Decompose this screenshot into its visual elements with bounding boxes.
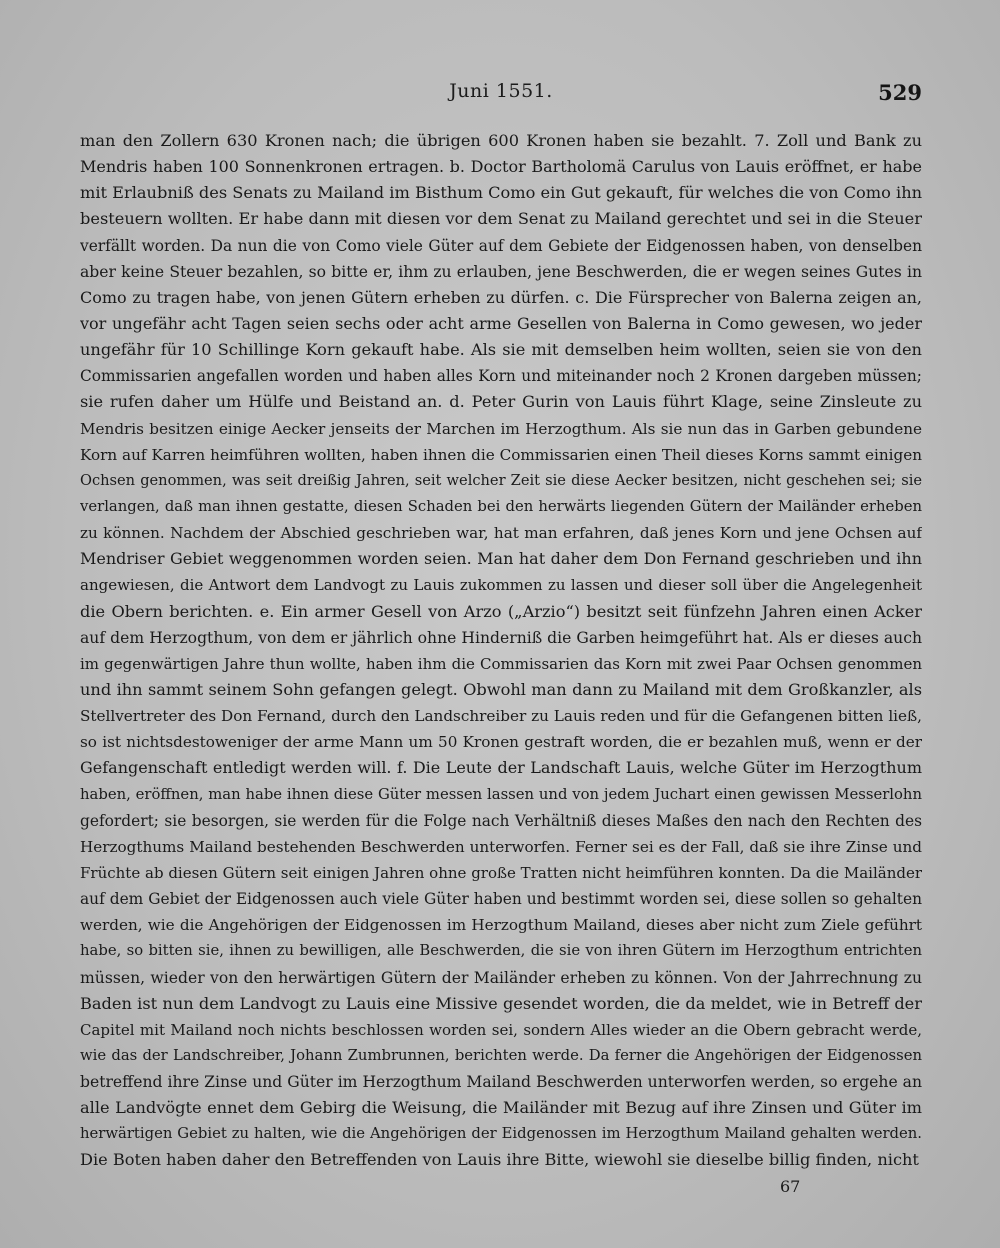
text-line: gefordert; sie besorgen, sie werden für die Folge nach Verhältniß dieses Maßes den nach den Rechten des [80, 811, 922, 830]
text-line: und ihn sammt seinem Sohn gefangen gelegt. Obwohl man dann zu Mailand mit dem Großkanzler, als [80, 679, 922, 699]
text-line: mit Erlaubniß des Senats zu Mailand im Bisthum Como ein Gut gekauft, für welches die von Como ihn [80, 183, 922, 203]
page-number: 529 [878, 80, 922, 105]
text-line: müssen, wieder von den herwärtigen Gütern der Mailänder erheben zu können. Von der Jahrrechnung zu [80, 968, 922, 987]
text-line: Mendriser Gebiet weggenommen worden seien. Man hat daher dem Don Fernand geschrieben und ihn [80, 549, 922, 569]
text-line: alle Landvögte ennet dem Gebirg die Weisung, die Mailänder mit Bezug auf ihre Zinsen und Güter im [80, 1098, 922, 1118]
text-line: Herzogthums Mailand bestehenden Beschwerden unterworfen. Ferner sei es der Fall, daß sie ihre Zinse und [80, 837, 922, 856]
text-line: betreffend ihre Zinse und Güter im Herzogthum Mailand Beschwerden unterworfen werden, so ergehe an [80, 1073, 922, 1092]
text-line: Mendris haben 100 Sonnenkronen ertragen. b. Doctor Bartholomä Carulus von Lauis eröffnet, er habe [80, 157, 922, 177]
text-line: herwärtigen Gebiet zu halten, wie die Angehörigen der Eidgenossen im Herzogthum Mailand gehalten werden. [80, 1125, 922, 1143]
text-line: Mendris besitzen einige Aecker jenseits der Marchen im Herzogthum. Als sie nun das in Garben gebundene [80, 419, 922, 438]
text-line: man den Zollern 630 Kronen nach; die übrigen 600 Kronen haben sie bezahlt. 7. Zoll und Bank zu [80, 131, 922, 150]
text-line: angewiesen, die Antwort dem Landvogt zu Lauis zukommen zu lassen und dieser soll über die Angelegenheit [80, 576, 922, 595]
text-line: verlangen, daß man ihnen gestatte, diesen Schaden bei den herwärts liegenden Gütern der Mailänder erheben [80, 497, 922, 515]
text-line: verfällt worden. Da nun die von Como viele Güter auf dem Gebiete der Eidgenossen haben, von denselben [80, 236, 922, 255]
text-line: Baden ist nun dem Landvogt zu Lauis eine Missive gesendet worden, die da meldet, wie in Betreff der [80, 993, 922, 1013]
text-line: auf dem Herzogthum, von dem er jährlich ohne Hinderniß die Garben heimgeführt hat. Als er dieses auch [80, 628, 922, 647]
text-line: Die Boten haben daher den Betreffenden von Lauis ihre Bitte, wiewohl sie dieselbe billig finden, nicht [80, 1150, 919, 1170]
text-line: habe, so bitten sie, ihnen zu bewilligen, alle Beschwerden, die sie von ihren Gütern im Herzogthum entrichten [80, 942, 922, 960]
signature-mark: 67 [780, 1177, 801, 1196]
text-line: vor ungefähr acht Tagen seien sechs oder acht arme Gesellen von Balerna in Como gewesen, wo jeder [80, 313, 922, 333]
text-line: wie das der Landschreiber, Johann Zumbrunnen, berichten werde. Da ferner die Angehörigen der Eidgenossen [80, 1046, 922, 1064]
text-line: aber keine Steuer bezahlen, so bitte er, ihm zu erlauben, jene Beschwerden, die er wegen seines Gutes in [80, 262, 922, 281]
text-line: Commissarien angefallen worden und haben alles Korn und miteinander noch 2 Kronen dargeben müssen; [80, 367, 922, 386]
text-line: ungefähr für 10 Schillinge Korn gekauft habe. Als sie mit demselben heim wollten, seien sie von den [80, 340, 922, 360]
text-line: Stellvertreter des Don Fernand, durch den Landschreiber zu Lauis reden und für die Gefangenen bitten ließ, [80, 707, 922, 726]
running-title: Juni 1551. [449, 80, 553, 102]
page-header [80, 80, 922, 120]
text-line: auf dem Gebiet der Eidgenossen auch viele Güter haben und bestimmt worden sei, diese sollen so gehalten [80, 890, 922, 909]
text-line: sie rufen daher um Hülfe und Beistand an. d. Peter Gurin von Lauis führt Klage, seine Zinsleute zu [80, 392, 922, 412]
text-line: Como zu tragen habe, von jenen Gütern erheben zu dürfen. c. Die Fürsprecher von Balerna zeigen an, [80, 287, 922, 307]
text-line: haben, eröffnen, man habe ihnen diese Güter messen lassen und von jedem Juchart einen gewissen Messerlohn [80, 785, 922, 803]
body-text [80, 128, 922, 1174]
text-line: Ochsen genommen, was seit dreißig Jahren, seit welcher Zeit sie diese Aecker besitzen, nicht geschehen sei; sie [80, 471, 922, 489]
text-line: besteuern wollten. Er habe dann mit diesen vor dem Senat zu Mailand gerechtet und sei in die Steuer [80, 209, 922, 229]
text-line: Capitel mit Mailand noch nichts beschlossen worden sei, sondern Alles wieder an die Obern gebracht werde, [80, 1020, 922, 1039]
text-line: so ist nichtsdestoweniger der arme Mann um 50 Kronen gestraft worden, die er bezahlen muß, wenn er der [80, 733, 922, 752]
text-line: Früchte ab diesen Gütern seit einigen Jahren ohne große Tratten nicht heimführen konnten. Da die Mailänder [80, 863, 922, 882]
text-line: werden, wie die Angehörigen der Eidgenossen im Herzogthum Mailand, dieses aber nicht zum Ziele geführt [80, 916, 922, 935]
text-line: die Obern berichten. e. Ein armer Gesell von Arzo („Arzio“) besitzt seit fünfzehn Jahren einen Acker [80, 601, 922, 621]
text-line: im gegenwärtigen Jahre thun wollte, haben ihm die Commissarien das Korn mit zwei Paar Ochsen genommen [80, 654, 922, 673]
text-line: Korn auf Karren heimführen wollten, haben ihnen die Commissarien einen Theil dieses Korns sammt einigen [80, 445, 922, 464]
text-line: Gefangenschaft entledigt werden will. f. Die Leute der Landschaft Lauis, welche Güter im Herzogthum [80, 758, 922, 778]
text-line: zu können. Nachdem der Abschied geschrieben war, hat man erfahren, daß jenes Korn und jene Ochsen auf [80, 524, 922, 543]
